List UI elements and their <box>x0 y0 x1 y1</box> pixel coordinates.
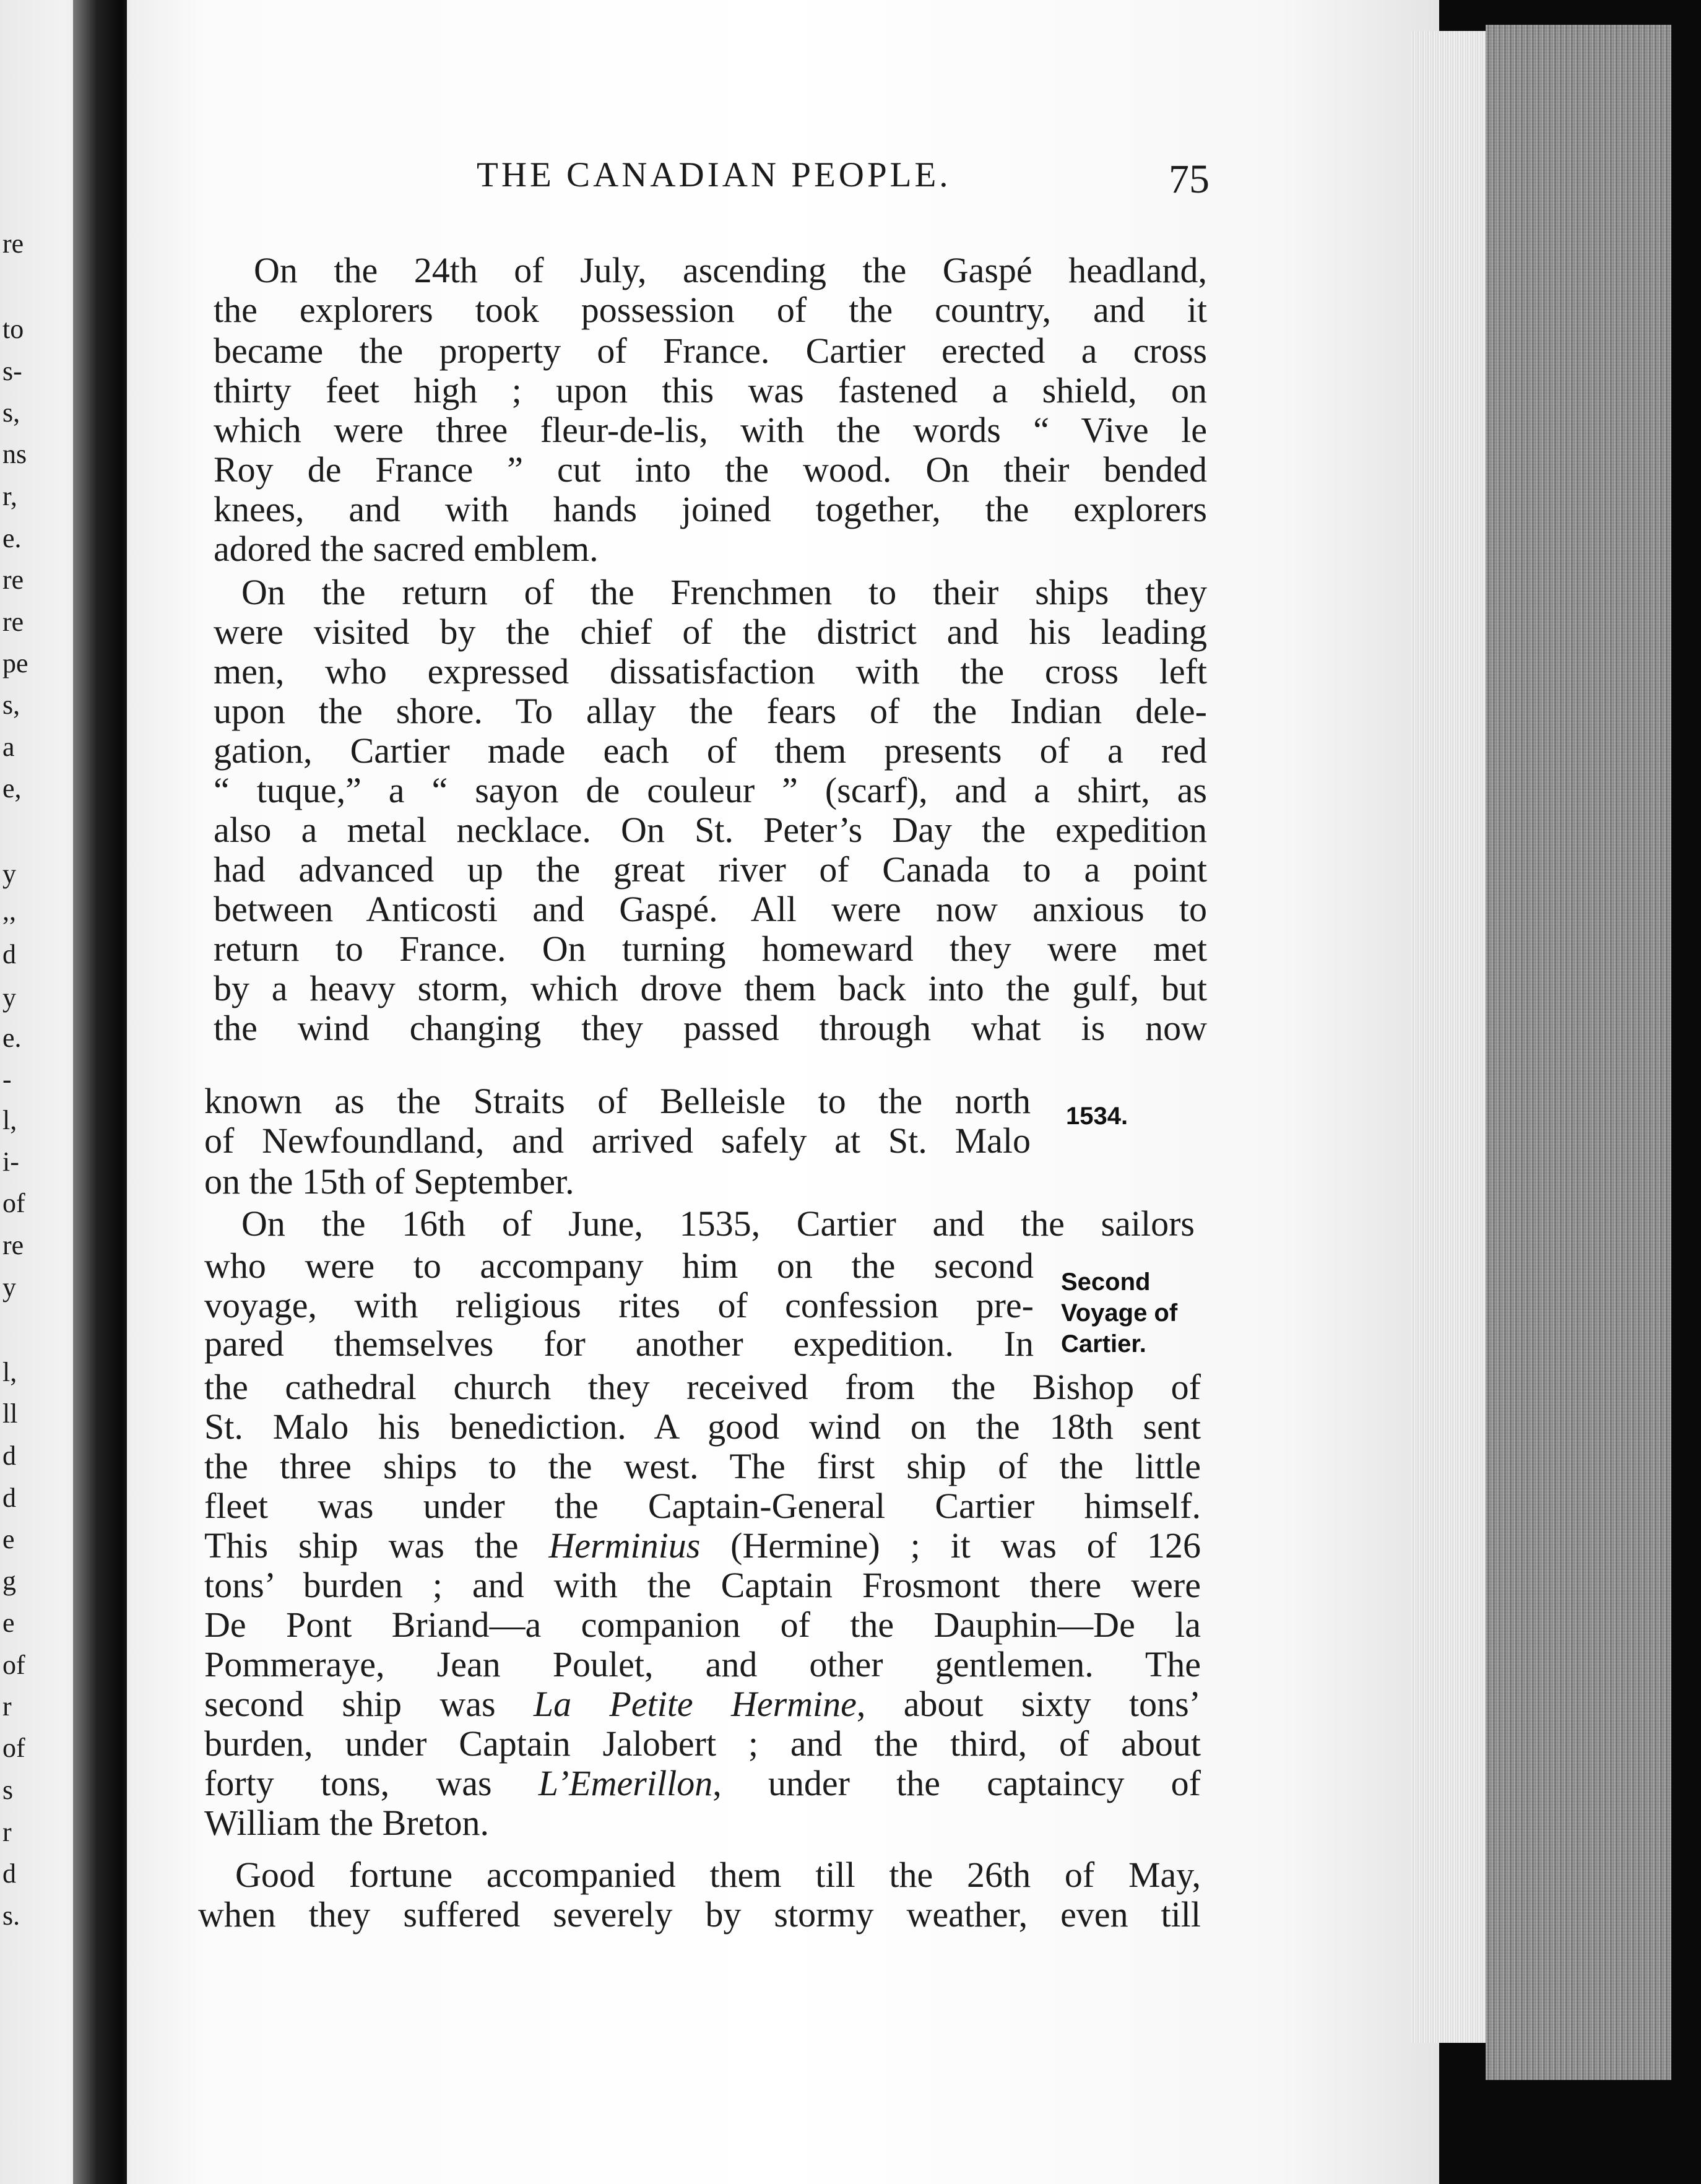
text-line: of Newfoundland, and arrived safely at St. Malo <box>204 1120 1031 1161</box>
text-line: men, who expressed dissatisfaction with the cross left <box>214 651 1207 691</box>
left-page-fragment: ,, <box>2 896 16 926</box>
left-page-fragment: e <box>2 1524 15 1554</box>
left-page-fragment: re <box>2 607 24 637</box>
left-page-fragment: r, <box>2 481 17 511</box>
left-page-fragment: l, <box>2 1105 17 1135</box>
left-page-fragment: r <box>2 1691 12 1722</box>
text-line: which were three fleur-de-lis, with the words “ Vive le <box>214 410 1207 450</box>
text-line: On the return of the Frenchmen to their ships they <box>241 572 1207 612</box>
text-line: also a metal necklace. On St. Peter’s Day the expedition <box>214 810 1207 850</box>
left-page-fragment: s, <box>2 690 20 720</box>
left-page-fragment: of <box>2 1650 25 1680</box>
text-line: who were to accompany him on the second <box>204 1246 1034 1286</box>
left-page-fragment: of <box>2 1188 25 1218</box>
text-line: the explorers took possession of the country, and it <box>214 290 1207 330</box>
left-page-fragment: e <box>2 1608 15 1638</box>
text-line: William the Breton. <box>204 1803 489 1843</box>
left-page-fragment: d <box>2 1858 16 1889</box>
margin-note-second-voyage <box>1061 1267 1177 1359</box>
margin-note-line: Second <box>1061 1268 1151 1296</box>
text-line: Good fortune accompanied them till the 26th of May, <box>235 1855 1201 1895</box>
text-line: De Pont Briand—a companion of the Dauphin—De la <box>204 1605 1201 1645</box>
left-page-fragment: re <box>2 565 24 595</box>
left-page-fragment: ns <box>2 439 27 469</box>
left-page-fragment: l, <box>2 1357 17 1387</box>
text-line: when they suffered severely by stormy weather, even till <box>198 1894 1201 1935</box>
text-line: knees, and with hands joined together, the explorers <box>214 489 1207 529</box>
text-line: upon the shore. To allay the fears of the Indian dele- <box>214 691 1207 731</box>
left-page-fragment: e. <box>2 523 22 553</box>
ship-name: Herminius <box>548 1525 701 1566</box>
text-line: adored the sacred emblem. <box>214 529 599 569</box>
left-page-fragment: s <box>2 1775 14 1805</box>
text-line: Pommeraye, Jean Poulet, and other gentlemen. The <box>204 1644 1201 1684</box>
left-page-fragment: e. <box>2 1023 22 1053</box>
left-page-fragment: d <box>2 1441 16 1471</box>
running-header: THE CANADIAN PEOPLE. <box>477 155 951 194</box>
text-line: known as the Straits of Belleisle to the north <box>204 1081 1031 1121</box>
left-page-fragment: y <box>2 1272 16 1302</box>
left-page-fragment: re <box>2 228 24 259</box>
text-line: the wind changing they passed through what is now <box>214 1008 1207 1048</box>
text-line: the three ships to the west. The first ship of the little <box>204 1446 1201 1486</box>
left-page-fragment: to <box>2 314 24 344</box>
left-page-fragment: e, <box>2 773 22 804</box>
left-page-fragment: r <box>2 1817 12 1847</box>
page-edges <box>1411 31 1498 2043</box>
book-fore-edge <box>1486 25 1671 2080</box>
text-line: forty tons, was L’Emerillon, under the captaincy of <box>204 1763 1201 1803</box>
text-line: became the property of France. Cartier erected a cross <box>214 331 1207 371</box>
left-page-fragment: d <box>2 1483 16 1513</box>
left-page-fragment: s. <box>2 1900 20 1931</box>
text-line: “ tuque,” a “ sayon de couleur ” (scarf), and a shirt, as <box>214 770 1207 810</box>
text-line: fleet was under the Captain-General Cartier himself. <box>204 1486 1201 1526</box>
text-line: the cathedral church they received from the Bishop of <box>204 1367 1201 1407</box>
left-page-fragment: s- <box>2 356 22 386</box>
text-line: on the 15th of September. <box>204 1161 574 1202</box>
ship-name: L’Emerillon <box>538 1763 713 1803</box>
left-page-fragment: re <box>2 1230 24 1260</box>
text-line: voyage, with religious rites of confession pre- <box>204 1285 1034 1325</box>
text-line: On the 24th of July, ascending the Gaspé headland, <box>254 250 1207 290</box>
text-line: were visited by the chief of the district and his leading <box>214 612 1207 652</box>
left-page-fragment: ll <box>2 1398 18 1429</box>
margin-note-line: Cartier. <box>1061 1330 1146 1358</box>
left-page-fragment: pe <box>2 648 28 678</box>
text-line: by a heavy storm, which drove them back into the gulf, but <box>214 968 1207 1008</box>
page-number: 75 <box>1169 157 1210 202</box>
left-page-fragment: y <box>2 859 16 889</box>
text-line: thirty feet high ; upon this was fastened a shield, on <box>214 370 1207 410</box>
text-line: On the 16th of June, 1535, Cartier and the sailors <box>241 1203 1195 1244</box>
left-page-fragment: y <box>2 982 16 1013</box>
text-line: between Anticosti and Gaspé. All were now anxious to <box>214 889 1207 929</box>
text-line: pared themselves for another expedition. In <box>204 1324 1034 1364</box>
left-page-fragment: g <box>2 1566 16 1596</box>
text-line: tons’ burden ; and with the Captain Frosmont there were <box>204 1565 1201 1605</box>
text-line: This ship was the Herminius (Hermine) ; it was of 126 <box>204 1525 1201 1566</box>
margin-note-line: Voyage of <box>1061 1299 1178 1327</box>
left-page-fragment: d <box>2 939 16 969</box>
left-page-fragment: of <box>2 1733 25 1763</box>
text-line: second ship was La Petite Hermine, about sixty tons’ <box>204 1684 1201 1724</box>
text-line: St. Malo his benediction. A good wind on the 18th sent <box>204 1406 1201 1447</box>
text-line: Roy de France ” cut into the wood. On their bended <box>214 449 1207 490</box>
left-page-fragment: - <box>2 1064 12 1094</box>
margin-note-year: 1534. <box>1066 1103 1128 1130</box>
text-line: gation, Cartier made each of them presents of a red <box>214 730 1207 771</box>
text-line: return to France. On turning homeward they were met <box>214 929 1207 969</box>
left-page-fragment: s, <box>2 397 20 428</box>
text-line: burden, under Captain Jalobert ; and the third, of about <box>204 1723 1201 1764</box>
left-page-fragment: i- <box>2 1146 19 1177</box>
left-page-fragment: a <box>2 732 15 762</box>
text-line: had advanced up the great river of Canada to a point <box>214 849 1207 890</box>
ship-name: La Petite Hermine <box>533 1684 857 1724</box>
